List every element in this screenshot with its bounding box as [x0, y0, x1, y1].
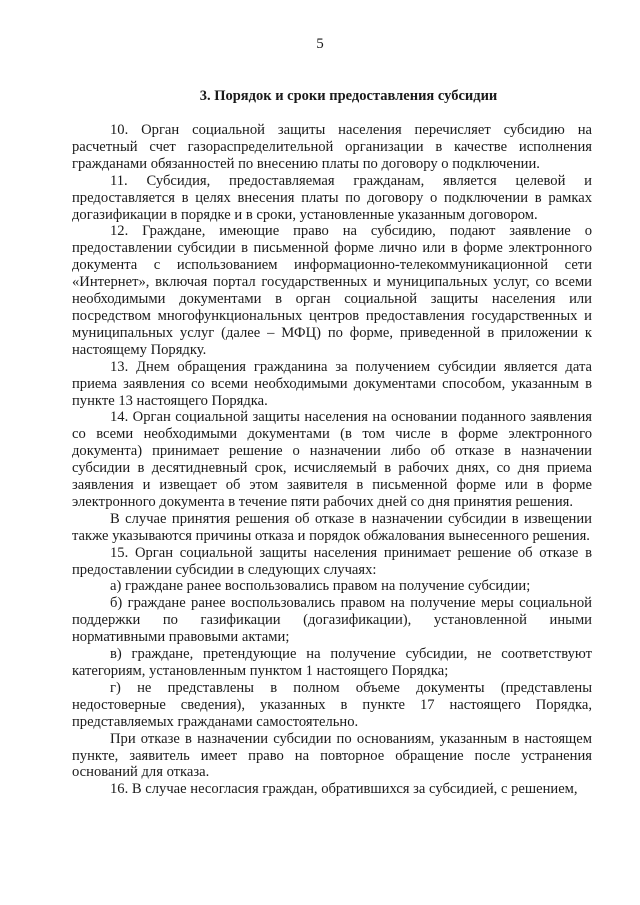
paragraph-11: 11. Субсидия, предоставляемая гражданам, является целевой и предоставляется в целях внесения платы по договору о подключении в рамках догазификации в порядке и в сроки, установленные указанным договором. — [72, 172, 592, 223]
list-item-a: а) граждане ранее воспользовались правом на получение субсидии; — [110, 578, 531, 595]
paragraph-14: 14. Орган социальной защиты населения на основании поданного заявления со всеми необходимыми документами (в том числе в форме электронного документа) принимает решение о назначении либо об отказе в назначении субсидии в десятидневный срок, исчисляемый в рабочих днях, со дня приема заявления и извещает об этом заявителя в письменной форме или в форме электронного документа в течение пяти рабочих дней со дня принятия решения. — [72, 409, 592, 510]
paragraph-13: 13. Днем обращения гражданина за получением субсидии является дата приема заявления со всеми необходимыми документами способом, указанным в пункте 13 настоящего Порядка. — [72, 358, 592, 409]
paragraph-15: 15. Орган социальной защиты населения принимает решение об отказе в предоставлении субсидии в следующих случаях: — [72, 544, 592, 578]
paragraph-10: 10. Орган социальной защиты населения перечисляет субсидию на расчетный счет газораспределительной организации в качестве исполнения гражданами обязанностей по внесению платы по договору о подключении. — [72, 122, 592, 172]
paragraph-12: 12. Граждане, имеющие право на субсидию, подают заявление о предоставлении субсидии в письменной форме лично или в форме электронного документа с использованием информационно-телекоммуникационной сети «Интернет», включая портал государственных и муниципальных услуг, со всеми необходимыми документами в орган социальной защиты населения или посредством многофункциональных центров предоставления государственных и муниципальных услуг (далее – МФЦ) по форме, приведенной в приложении к настоящему Порядку. — [72, 223, 592, 358]
page-number: 5 — [316, 36, 324, 52]
paragraph-15-reapply-note: При отказе в назначении субсидии по основаниям, указанным в настоящем пункте, заявитель имеет право на повторное обращение после устранения оснований для отказа. — [72, 730, 592, 781]
section-heading: 3. Порядок и сроки предоставления субсидии — [199, 88, 498, 104]
list-item-g: г) не представлены в полном объеме документы (представлены недостоверные сведения), указанных в пункте 17 настоящего Порядка, представляемых гражданами самостоятельно. — [72, 679, 592, 730]
list-item-v: в) граждане, претендующие на получение субсидии, не соответствуют категориям, установленным пунктом 1 настоящего Порядка; — [72, 646, 592, 679]
body-text — [72, 122, 592, 798]
list-item-b: б) граждане ранее воспользовались правом на получение меры социальной поддержки по газификации (догазификации), установленной иными нормативными правовыми актами; — [72, 595, 592, 646]
paragraph-14-refusal-note: В случае принятия решения об отказе в назначении субсидии в извещении также указываются причины отказа и порядок обжалования вынесенного решения. — [72, 510, 592, 544]
paragraph-16: 16. В случае несогласия граждан, обратившихся за субсидией, с решением, — [110, 781, 578, 798]
